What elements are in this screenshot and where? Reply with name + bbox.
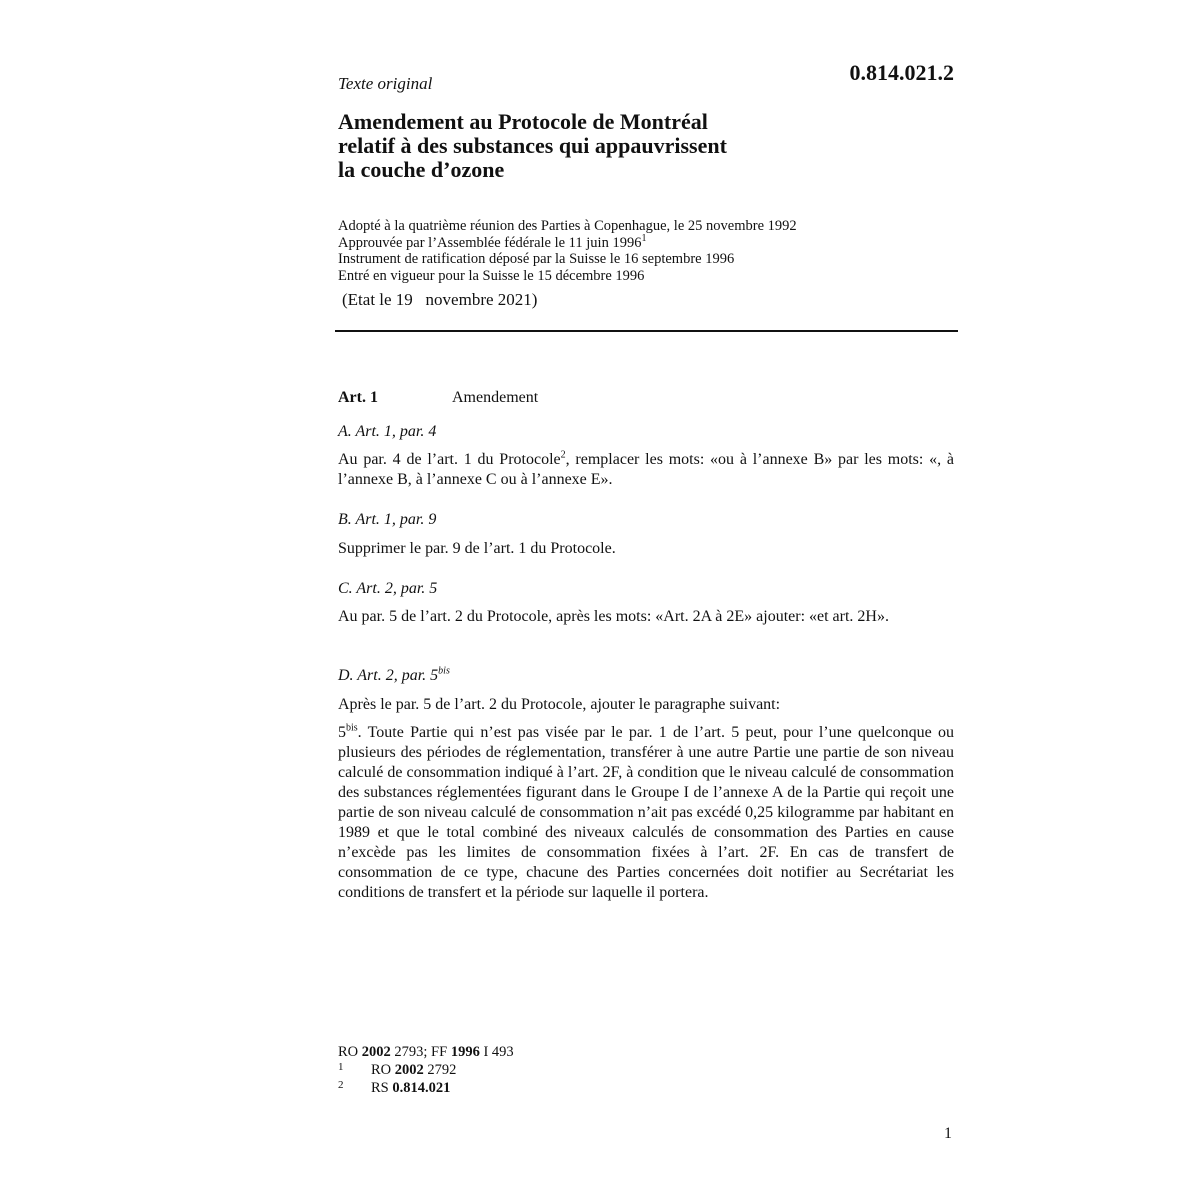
article-title: Amendement [452,389,539,406]
footnote-number: 2 [338,1079,344,1091]
original-text-label: Texte original [338,74,433,93]
title-line: Amendement au Protocole de Montréal [338,109,708,134]
footnote-suffix: 2792 [423,1062,457,1078]
footnote-ref-2[interactable]: 2 [560,449,566,461]
ratification-line: Instrument de ratification déposé par la Suisse le 16 septembre 1996 [338,251,735,267]
bis-superscript: bis [438,665,450,677]
section-d-intro: Après le par. 5 de l’art. 2 du Protocole, ajouter le paragraphe suivant: [338,696,781,713]
ro-rest: 2793; FF [390,1044,451,1060]
title-line: relatif à des substances qui appauvrissent [338,133,727,158]
ro-prefix: RO [338,1044,362,1060]
section-a-text [338,450,954,490]
title-line: la couche d’ozone [338,157,505,182]
approved-line [338,232,797,252]
section-a-heading: A. Art. 1, par. 4 [338,423,437,440]
footnote-prefix: RO [371,1062,395,1078]
adopted-line: Adopté à la quatrième réunion des Parties à Copenhague, le 25 novembre 1992 [338,218,797,234]
section-a-text-start: Au par. 4 de l’art. 1 du Protocole [338,451,561,468]
section-b-heading: B. Art. 1, par. 9 [338,511,437,528]
footnote-text [371,1061,456,1079]
footnote-2 [338,1079,514,1097]
section-c-heading: C. Art. 2, par. 5 [338,580,438,597]
footnote-number: 1 [338,1061,344,1073]
header-divider [335,330,958,332]
footnote-prefix: RS [371,1080,393,1096]
state-date: (Etat le 19 novembre 2021) [342,290,538,309]
footnotes [338,1043,514,1097]
section-c-text: Au par. 5 de l’art. 2 du Protocole, après les mots: «Art. 2A à 2E» ajouter: «et art. 2H». [338,608,889,625]
footnote-bold: 0.814.021 [392,1080,451,1096]
adoption-metadata [338,218,797,284]
article-label: Art. 1 [338,389,378,406]
section-d-heading [338,667,450,685]
bis-superscript: bis [346,722,358,734]
footnote-bold: 2002 [394,1062,424,1078]
ff-rest: I 493 [479,1044,514,1060]
page-number: 1 [944,1125,952,1142]
in-force-line: Entré en vigueur pour la Suisse le 15 décembre 1996 [338,267,645,284]
paragraph-body: . Toute Partie qui n’est pas visée par le par. 1 de l’art. 5 peut, pour l’une quelconque ou plusieurs des périodes de réglementation, transférer à une autre Partie une partie de son niveau calculé de consommation indiqué à l’art. 2F, à condition que le niveau calculé de consommation des substances réglementées figurant dans le Groupe I de l’annexe A de la Partie qui reçoit une partie de son niveau calculé de consommation n’ait pas excédé 0,25 kilogramme par habitant en 1989 et que le total combiné des niveaux calculés de consommation des Parties en cause n’excède pas les limites de consommation fixées à l’art. 2F. En cas de transfert de consommation de ce type, chacune des Parties concernées doit notifier au Secrétariat les conditions de transfert et la période sur laquelle il portera. [338,724,954,901]
section-d-heading-text: D. Art. 2, par. 5 [338,667,439,684]
approved-text: Approuvée par l’Assemblée fédérale le 11 juin 1996 [338,234,642,251]
footnote-text [371,1079,450,1097]
document-number: 0.814.021.2 [849,60,954,85]
ro-year: 2002 [361,1044,391,1060]
ff-year: 1996 [450,1044,480,1060]
paragraph-number: 5 [338,724,346,741]
section-d-paragraph [338,723,954,903]
document-title [338,110,727,182]
footnote-ref-1[interactable]: 1 [641,232,647,244]
section-a-text-end: , remplacer les mots: «ou à l’annexe B» par les mots: «, à l’annexe B, à l’annexe C ou à l’annexe E». [338,451,955,488]
section-b-text: Supprimer le par. 9 de l’art. 1 du Protocole. [338,540,616,557]
